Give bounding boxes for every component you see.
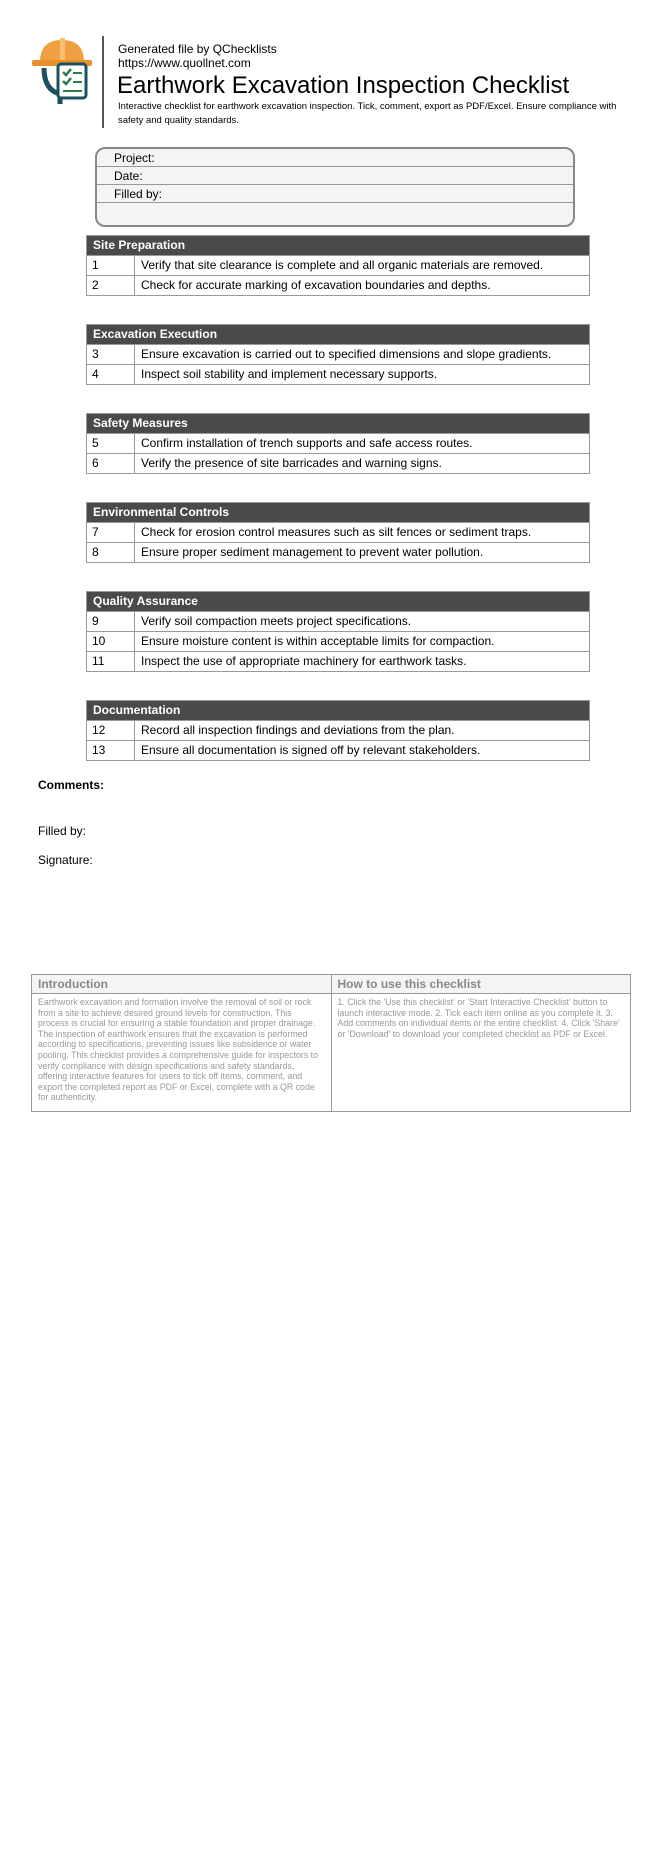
how-to-body: 1. Click the 'Use this checklist' or 'Start Interactive Checklist' button to launch interactive mode. 2. Tick each item online as you complete it. 3. Add comments on individual items or the entire checklist. 4. Click 'Share' or 'Download' to download your completed checklist as PDF or Excel. xyxy=(337,997,620,1039)
introduction-title: Introduction xyxy=(32,975,331,994)
project-info-box xyxy=(95,147,575,227)
item-text: Verify soil compaction meets project specifications. xyxy=(141,614,412,628)
section-environmental-controls xyxy=(86,502,590,563)
how-to-column xyxy=(331,975,631,1111)
page-subtitle: Interactive checklist for earthwork excavation inspection. Tick, comment, export as PDF/Excel. Ensure compliance with safety and quality standards. xyxy=(118,101,617,126)
generated-by-text: Generated file by QChecklists xyxy=(118,42,277,56)
item-text: Ensure excavation is carried out to specified dimensions and slope gradients. xyxy=(141,347,552,361)
header-divider xyxy=(102,36,104,128)
section-site-preparation xyxy=(86,235,590,296)
item-text: Ensure all documentation is signed off by relevant stakeholders. xyxy=(141,743,481,757)
section-title: Site Preparation xyxy=(87,236,589,255)
item-number: 9 xyxy=(87,612,135,631)
item-text: Ensure moisture content is within acceptable limits for compaction. xyxy=(141,634,495,648)
info-table xyxy=(31,974,631,1112)
item-number: 5 xyxy=(87,434,135,453)
checklist-item[interactable] xyxy=(87,522,589,542)
introduction-column xyxy=(32,975,331,1111)
item-number: 13 xyxy=(87,741,135,760)
item-text: Check for accurate marking of excavation boundaries and depths. xyxy=(141,278,491,292)
checklist-item[interactable] xyxy=(87,255,589,275)
item-number: 3 xyxy=(87,345,135,364)
checklist-item[interactable] xyxy=(87,433,589,453)
blank-field[interactable] xyxy=(97,203,573,221)
section-safety-measures xyxy=(86,413,590,474)
section-title: Safety Measures xyxy=(87,414,589,433)
how-to-title: How to use this checklist xyxy=(332,975,631,994)
item-text: Check for erosion control measures such as silt fences or sediment traps. xyxy=(141,525,532,539)
checklist-item[interactable] xyxy=(87,542,589,562)
checklist-item[interactable] xyxy=(87,740,589,760)
section-quality-assurance xyxy=(86,591,590,672)
website-url[interactable]: https://www.quollnet.com xyxy=(118,56,251,70)
section-title: Excavation Execution xyxy=(87,325,589,344)
document-header xyxy=(30,34,630,134)
item-number: 8 xyxy=(87,543,135,562)
item-number: 2 xyxy=(87,276,135,295)
checklist-item[interactable] xyxy=(87,364,589,384)
date-field[interactable]: Date: xyxy=(97,167,573,185)
comments-label: Comments: xyxy=(38,778,105,792)
section-excavation-execution xyxy=(86,324,590,385)
checklist-item[interactable] xyxy=(87,611,589,631)
checklist-item[interactable] xyxy=(87,275,589,295)
introduction-body: Earthwork excavation and formation involve the removal of soil or rock from a site to achieve desired ground levels for construction. This process is crucial for ensuring a stable foundation and proper drainage. The inspection of earthwork ensures that the excavation is performed according to specifications, preventing issues like subsidence or water pooling. This checklist provides a comprehensive guide for inspectors to verify compliance with design specifications and safety standards, offering interactive features for users to tick off items, comment, and export the completed report as PDF or Excel, complete with a QR code for authenticity. xyxy=(38,997,319,1103)
checklist-item[interactable] xyxy=(87,651,589,671)
section-title: Documentation xyxy=(87,701,589,720)
item-number: 1 xyxy=(87,256,135,275)
filled-by-field[interactable]: Filled by: xyxy=(97,185,573,203)
project-field[interactable]: Project: xyxy=(97,149,573,167)
item-text: Confirm installation of trench supports and safe access routes. xyxy=(141,436,473,450)
checklist-item[interactable] xyxy=(87,453,589,473)
checklist-item[interactable] xyxy=(87,631,589,651)
checklist-item[interactable] xyxy=(87,720,589,740)
item-text: Inspect soil stability and implement necessary supports. xyxy=(141,367,438,381)
item-number: 11 xyxy=(87,652,135,671)
item-number: 4 xyxy=(87,365,135,384)
page-title: Earthwork Excavation Inspection Checklist xyxy=(117,72,570,99)
section-title: Environmental Controls xyxy=(87,503,589,522)
item-number: 12 xyxy=(87,721,135,740)
item-number: 6 xyxy=(87,454,135,473)
item-text: Verify the presence of site barricades and warning signs. xyxy=(141,456,442,470)
item-text: Ensure proper sediment management to prevent water pollution. xyxy=(141,545,484,559)
item-text: Verify that site clearance is complete and all organic materials are removed. xyxy=(141,258,544,272)
qchecklists-logo xyxy=(30,34,106,110)
item-text: Inspect the use of appropriate machinery for earthwork tasks. xyxy=(141,654,467,668)
section-title: Quality Assurance xyxy=(87,592,589,611)
item-number: 10 xyxy=(87,632,135,651)
item-text: Record all inspection findings and deviations from the plan. xyxy=(141,723,455,737)
signature-label: Signature: xyxy=(38,853,93,867)
checklist-item[interactable] xyxy=(87,344,589,364)
section-documentation xyxy=(86,700,590,761)
filled-by-label: Filled by: xyxy=(38,824,87,838)
item-number: 7 xyxy=(87,523,135,542)
